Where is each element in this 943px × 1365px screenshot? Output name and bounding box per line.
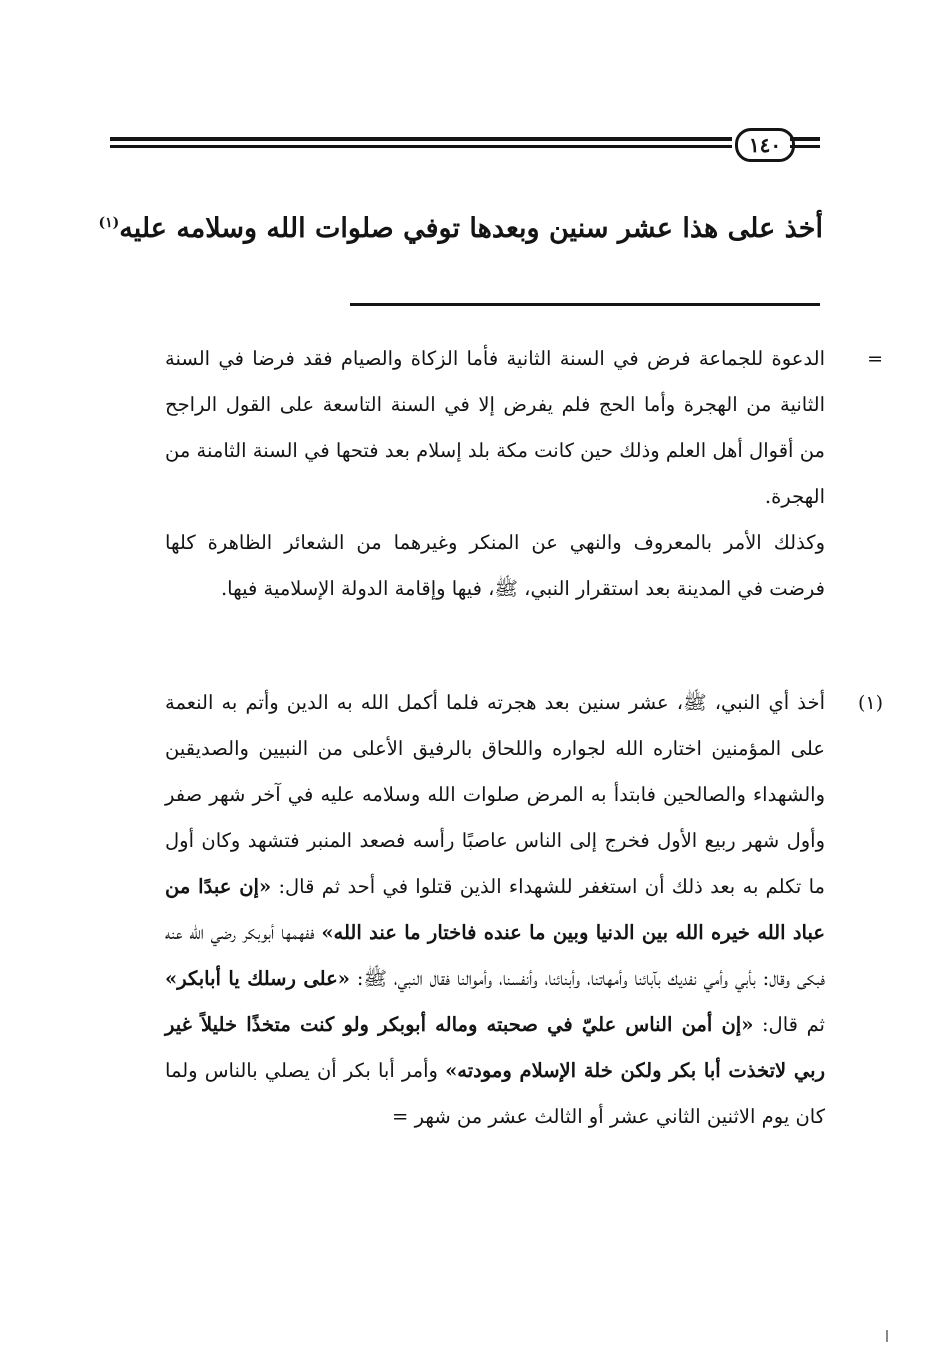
header-rule	[110, 145, 732, 148]
footnote-number: (١)	[857, 692, 883, 714]
main-text: أخذ على هذا عشر سنين وبعدها توفي صلوات الله وسلامه عليه	[119, 213, 823, 244]
footnote-text: وأمر أبا بكر أن يصلي بالناس ولما كان يوم الاثنين الثاني عشر أو الثالث عشر من شهر	[165, 1059, 825, 1128]
header-rule	[110, 137, 732, 141]
main-text-line	[98, 200, 823, 252]
footnote-text: ثم قال:	[753, 1013, 825, 1036]
footnote-continued	[165, 336, 883, 612]
hadith-quote: «إن أمن الناس عليّ في صحبته وماله أبوبكر ولو كنت متخذًا خليلاً غير ربي لاتخذت أبا بكر ولكن خلة الإسلام ومودته»	[165, 1013, 825, 1082]
header-rule-end	[790, 137, 820, 141]
footnote-text: أخذ أي النبي، ﷺ، عشر سنين بعد هجرته فلما أكمل الله به الدين وأتم به النعمة على المؤمنين اختاره الله لجواره واللحاق بالرفيق الأعلى من النبيين والصديقين والشهداء والصالحين فابتدأ به المرض صلوات الله وسلامه عليه في آخر شهر صفر وأول شهر ربيع الأول فخرج إلى الناس عاصبًا رأسه فصعد المنبر فتشهد وكان أول ما تكلم به بعد ذلك أن استغفر للشهداء الذين قتلوا في أحد ثم قال:	[165, 691, 825, 898]
continuation-marker: =	[392, 1105, 415, 1128]
header-rule-end	[790, 145, 820, 148]
hadith-quote: «إن عبدًا من عباد الله خيره الله بين الدنيا وبين ما عنده فاختار ما عند الله»	[165, 875, 825, 944]
scan-artifact	[886, 1330, 888, 1342]
page-header	[110, 128, 820, 164]
footnote-paragraph: وكذلك الأمر بالمعروف والنهي عن المنكر وغيرهما من الشعائر الظاهرة كلها فرضت في المدينة بعد استقرار النبي، ﷺ، فيها وإقامة الدولة الإسلامية فيها.	[165, 531, 825, 600]
footnote-separator	[350, 303, 820, 306]
footnote-paragraph	[165, 680, 825, 1140]
hadith-quote: «على رسلك يا أبابكر»	[165, 967, 350, 990]
page-number: ١٤٠	[735, 128, 795, 162]
footnote-reference: (١)	[98, 215, 120, 231]
footnote-paragraph: الدعوة للجماعة فرض في السنة الثانية فأما الزكاة والصيام فقد فرضا في السنة الثانية من الهجرة وأما الحج فلم يفرض إلا في السنة التاسعة على القول الراجح من أقوال أهل العلم وذلك حين كانت مكة بلد إسلام بعد فتحها في السنة الثامنة من الهجرة.	[165, 347, 825, 508]
footnote-text: ففهمها أبوبكر رضي الله عنه فبكى وقال: بأبي وأمي نفديك بآبائنا وأمهاتنا، وأبنائنا، وأنفسنا، وأموالنا فقال النبي، ﷺ:	[165, 921, 825, 990]
continuation-marker: =	[867, 348, 883, 370]
footnote-1	[165, 680, 883, 1140]
